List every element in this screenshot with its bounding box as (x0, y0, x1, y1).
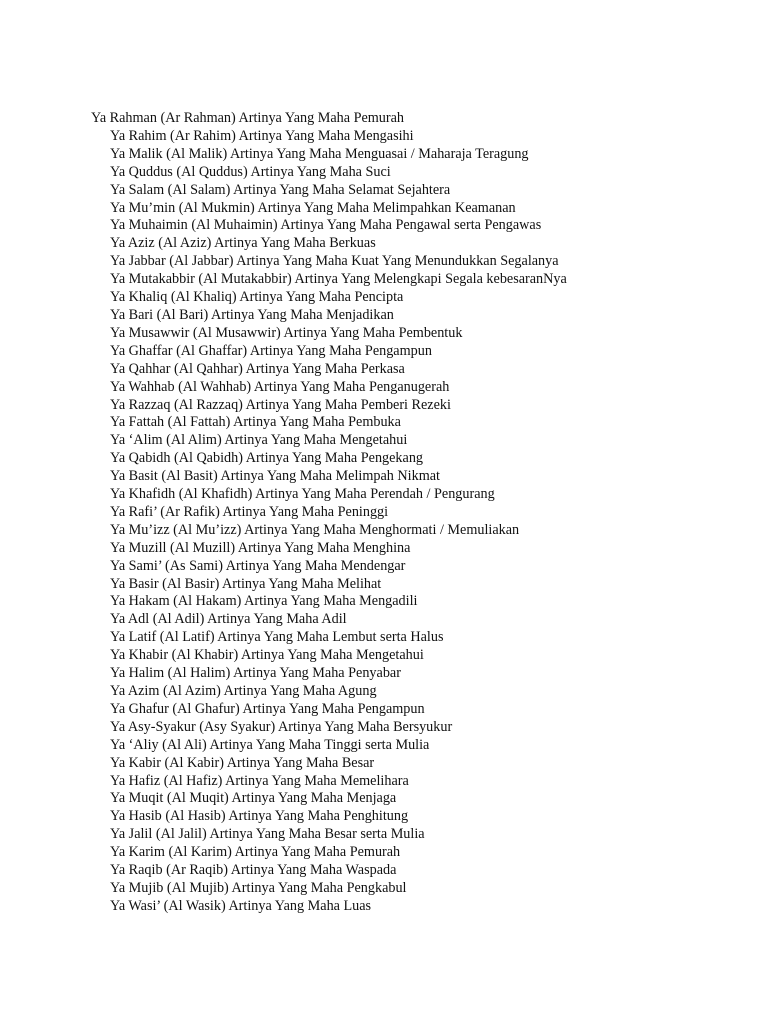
list-line: Ya Rahim (Ar Rahim) Artinya Yang Maha Mengasihi (110, 127, 414, 144)
list-line: Ya Latif (Al Latif) Artinya Yang Maha Lembut serta Halus (110, 629, 444, 646)
list-line: Ya Razzaq (Al Razzaq) Artinya Yang Maha Pemberi Rezeki (110, 396, 451, 413)
list-line: Ya Mu’izz (Al Mu’izz) Artinya Yang Maha Menghormati / Memuliakan (110, 521, 520, 538)
list-line: Ya Mu’min (Al Mukmin) Artinya Yang Maha Melimpahkan Keamanan (110, 199, 516, 216)
list-line: Ya Mutakabbir (Al Mutakabbir) Artinya Yang Melengkapi Segala kebesaranNya (110, 271, 567, 288)
list-line: Ya Khabir (Al Khabir) Artinya Yang Maha Mengetahui (110, 647, 424, 664)
list-line: Ya Jabbar (Al Jabbar) Artinya Yang Maha Kuat Yang Menundukkan Segalanya (110, 253, 559, 270)
list-line: Ya Hafiz (Al Hafiz) Artinya Yang Maha Memelihara (110, 772, 409, 789)
list-line: Ya ‘Aliy (Al Ali) Artinya Yang Maha Tinggi serta Mulia (110, 736, 430, 753)
list-line: Ya Karim (Al Karim) Artinya Yang Maha Pemurah (110, 844, 401, 861)
list-line: Ya Jalil (Al Jalil) Artinya Yang Maha Besar serta Mulia (110, 826, 425, 843)
list-line: Ya Malik (Al Malik) Artinya Yang Maha Menguasai / Maharaja Teragung (110, 145, 529, 162)
list-line: Ya Halim (Al Halim) Artinya Yang Maha Penyabar (110, 665, 401, 682)
list-line: Ya Salam (Al Salam) Artinya Yang Maha Selamat Sejahtera (110, 181, 451, 198)
list-line: Ya Rafi’ (Ar Rafik) Artinya Yang Maha Peninggi (110, 503, 389, 520)
list-line: Ya Rahman (Ar Rahman) Artinya Yang Maha Pemurah (91, 110, 405, 126)
list-line: Ya Basir (Al Basir) Artinya Yang Maha Melihat (110, 575, 382, 592)
list-line: Ya Adl (Al Adil) Artinya Yang Maha Adil (110, 611, 347, 628)
list-line: Ya Khafidh (Al Khafidh) Artinya Yang Maha Perendah / Pengurang (110, 486, 495, 503)
list-line: Ya Ghafur (Al Ghafur) Artinya Yang Maha Pengampun (110, 700, 425, 717)
list-line: Ya Wahhab (Al Wahhab) Artinya Yang Maha Penganugerah (110, 378, 450, 395)
list-line: Ya Asy-Syakur (Asy Syakur) Artinya Yang Maha Bersyukur (110, 718, 453, 735)
list-line: Ya Azim (Al Azim) Artinya Yang Maha Agung (110, 683, 377, 699)
list-line: Ya Bari (Al Bari) Artinya Yang Maha Menjadikan (110, 306, 394, 323)
list-line: Ya Quddus (Al Quddus) Artinya Yang Maha Suci (110, 163, 391, 180)
list-line: Ya Sami’ (As Sami) Artinya Yang Maha Mendengar (110, 557, 406, 574)
list-line: Ya Muhaimin (Al Muhaimin) Artinya Yang Maha Pengawal serta Pengawas (110, 217, 542, 234)
list-line: Ya Kabir (Al Kabir) Artinya Yang Maha Besar (110, 754, 375, 771)
list-line: Ya Muqit (Al Muqit) Artinya Yang Maha Menjaga (110, 790, 397, 807)
list-line: Ya ‘Alim (Al Alim) Artinya Yang Maha Mengetahui (110, 432, 408, 449)
list-line: Ya Basit (Al Basit) Artinya Yang Maha Melimpah Nikmat (110, 468, 440, 485)
list-line: Ya Hasib (Al Hasib) Artinya Yang Maha Penghitung (110, 808, 409, 825)
list-line: Ya Muzill (Al Muzill) Artinya Yang Maha Menghina (110, 539, 411, 556)
list-line: Ya Raqib (Ar Raqib) Artinya Yang Maha Waspada (110, 862, 397, 879)
list-line: Ya Mujib (Al Mujib) Artinya Yang Maha Pengkabul (110, 879, 407, 896)
list-line: Ya Qabidh (Al Qabidh) Artinya Yang Maha Pengekang (110, 450, 424, 467)
list-line: Ya Qahhar (Al Qahhar) Artinya Yang Maha Perkasa (110, 360, 405, 377)
list-line: Ya Khaliq (Al Khaliq) Artinya Yang Maha Pencipta (110, 289, 404, 306)
asmaul-husna-list (91, 110, 567, 916)
list-line: Ya Aziz (Al Aziz) Artinya Yang Maha Berkuas (110, 235, 376, 252)
list-line: Ya Ghaffar (Al Ghaffar) Artinya Yang Maha Pengampun (110, 342, 432, 359)
list-line: Ya Musawwir (Al Musawwir) Artinya Yang Maha Pembentuk (110, 324, 463, 341)
list-line: Ya Fattah (Al Fattah) Artinya Yang Maha Pembuka (110, 414, 401, 431)
list-line: Ya Hakam (Al Hakam) Artinya Yang Maha Mengadili (110, 593, 418, 610)
list-line: Ya Wasi’ (Al Wasik) Artinya Yang Maha Luas (110, 897, 372, 914)
